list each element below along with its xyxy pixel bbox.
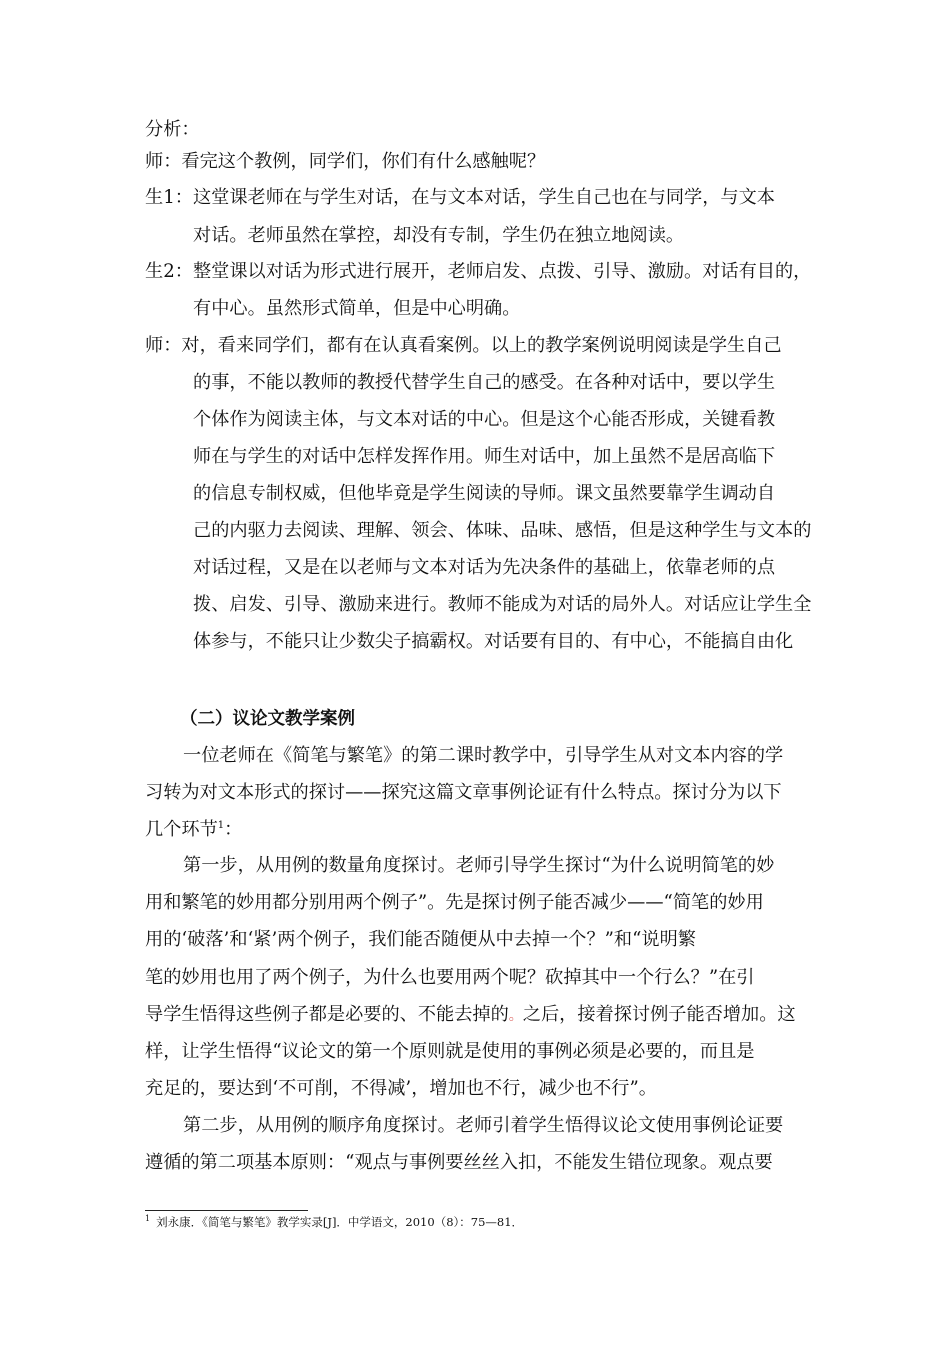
paragraph1-line-3-end: ： [224, 819, 243, 840]
paragraph1-line-3 [145, 818, 242, 842]
teacher-answer-line-5: 的信息专制权威，但他毕竟是学生阅读的导师。课文虽然要靠学生调动自 [193, 483, 776, 504]
paragraph2-line-5-rest: 之后，接着探讨例子能否增加。这 [522, 1004, 796, 1025]
paragraph1-line-3-text: 几个环节 [145, 819, 218, 840]
footnote-reference[interactable]: 1 [217, 819, 225, 831]
paragraph2-line-3: 用的‘破落’和‘紧’两个例子，我们能否随便从中去掉一个？”和“说明繁 [145, 929, 696, 950]
student2-line-2: 有中心。虽然形式简单，但是中心明确。 [193, 298, 521, 319]
paragraph3-line-1: 第二步，从用例的顺序角度探讨。老师引着学生悟得议论文使用事例论证要 [183, 1115, 784, 1136]
footnote-text: 刘永康．《简笔与繁笔》教学实录[J]．中学语文，2010（8）：75—81． [156, 1215, 524, 1229]
edit-mark: 。 [508, 1008, 523, 1024]
footnote-divider [145, 1210, 308, 1211]
section-heading: （二）议论文教学案例 [180, 709, 355, 729]
paragraph2-line-7: 充足的，要达到‘不可削，不得减’，增加也不行，减少也不行”。 [145, 1078, 657, 1099]
paragraph2-line-1: 第一步，从用例的数量角度探讨。老师引导学生探讨“为什么说明简笔的妙 [183, 855, 775, 876]
paragraph1-line-1: 一位老师在《简笔与繁笔》的第二课时教学中，引导学生从对文本内容的学 [183, 745, 784, 766]
teacher-answer-line-2: 的事，不能以教师的教授代替学生自己的感受。在各种对话中，要以学生 [193, 372, 776, 393]
paragraph2-line-6: 样，让学生悟得“议论文的第一个原则就是使用的事例必须是必要的，而且是 [145, 1041, 755, 1062]
paragraph3-line-2: 遵循的第二项基本原则：“观点与事例要丝丝入扣，不能发生错位现象。观点要 [145, 1152, 773, 1173]
teacher-answer-line-9: 体参与，不能只让少数尖子搞霸权。对话要有目的、有中心，不能搞自由化 [193, 631, 794, 652]
teacher-answer-line-8: 拨、启发、引导、激励来进行。教师不能成为对话的局外人。对话应让学生全 [193, 594, 812, 615]
paragraph2-line-5 [145, 1003, 796, 1028]
student1-line-2: 对话。老师虽然在掌控，却没有专制，学生仍在独立地阅读。 [193, 225, 685, 246]
teacher-question: 师：看完这个教例，同学们，你们有什么感触呢？ [145, 151, 546, 172]
teacher-answer-line-4: 师在与学生的对话中怎样发挥作用。师生对话中，加上虽然不是居高临下 [193, 446, 776, 467]
teacher-answer-line-1: 师：对，看来同学们，都有在认真看案例。以上的教学案例说明阅读是学生自己 [145, 335, 782, 356]
paragraph1-line-2: 习转为对文本形式的探讨——探究这篇文章事例论证有什么特点。探讨分为以下 [145, 782, 782, 803]
paragraph2-line-5-text: 导学生悟得这些例子都是必要的、不能去掉的 [145, 1004, 509, 1025]
analysis-label: 分析： [145, 119, 200, 140]
teacher-answer-line-7: 对话过程，又是在以老师与文本对话为先决条件的基础上，依靠老师的点 [193, 557, 776, 578]
teacher-answer-line-6: 己的内驱力去阅读、理解、领会、体味、品味、感悟，但是这种学生与文本的 [193, 520, 812, 541]
student1-line-1: 生1：这堂课老师在与学生对话，在与文本对话，学生自己也在与同学，与文本 [145, 187, 775, 208]
footnote [145, 1214, 523, 1230]
paragraph2-line-4: 笔的妙用也用了两个例子，为什么也要用两个呢？砍掉其中一个行么？”在引 [145, 967, 755, 988]
teacher-answer-line-3: 个体作为阅读主体，与文本对话的中心。但是这个心能否形成，关键看教 [193, 409, 776, 430]
footnote-number: 1 [145, 1214, 151, 1224]
paragraph2-line-2: 用和繁笔的妙用都分别用两个例子”。先是探讨例子能否减少——“简笔的妙用 [145, 892, 764, 913]
student2-line-1: 生2：整堂课以对话为形式进行展开，老师启发、点拨、引导、激励。对话有目的， [145, 261, 812, 282]
